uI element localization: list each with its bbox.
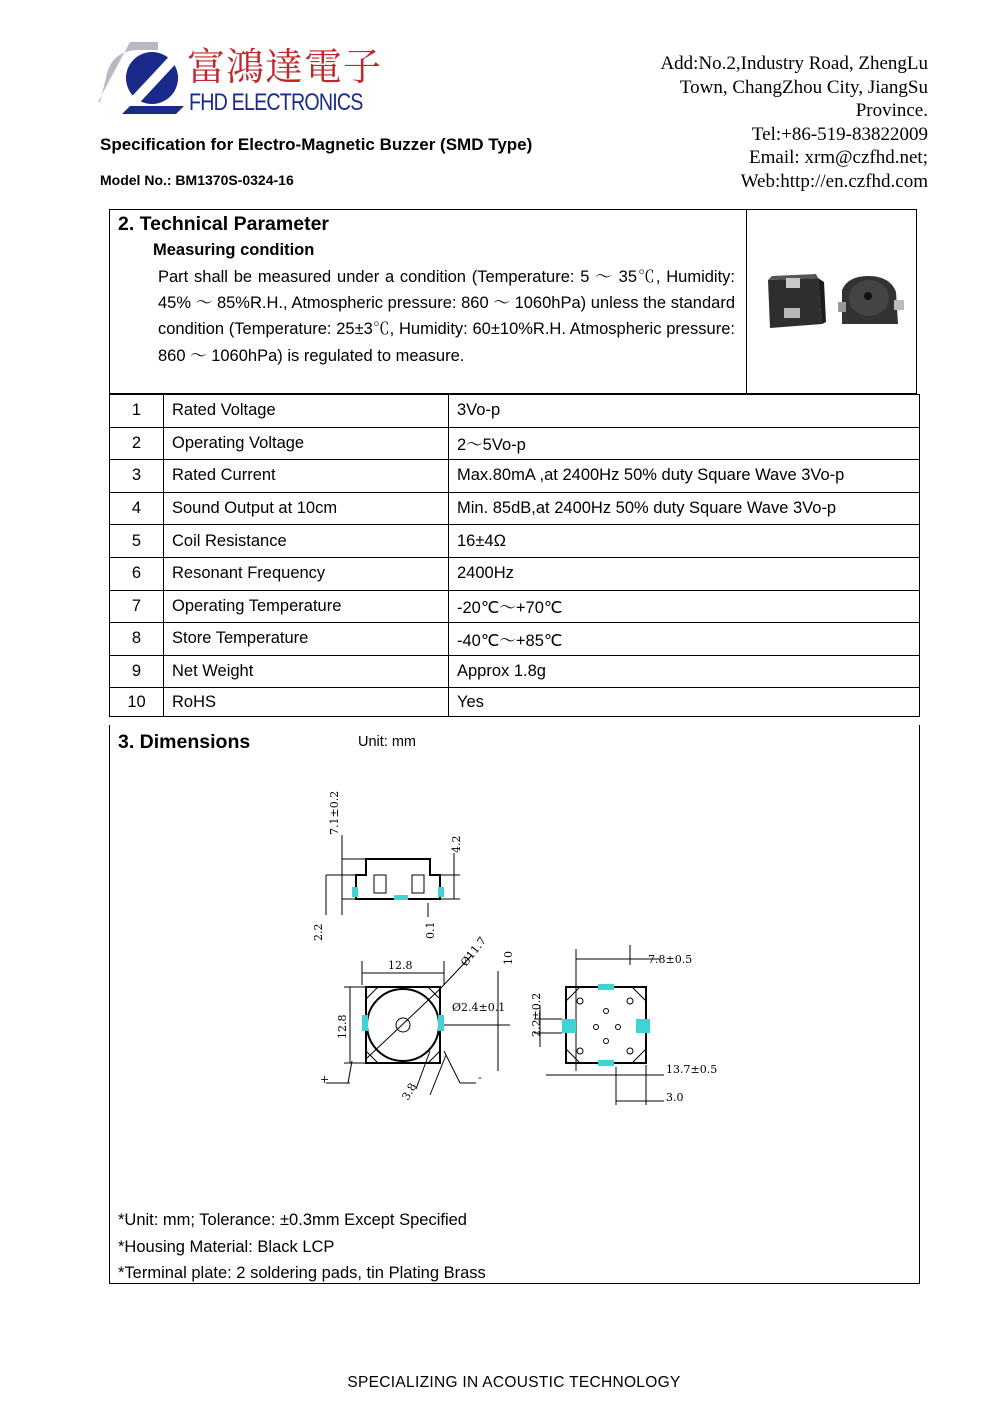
param-value: 16±4Ω	[449, 525, 920, 558]
parameter-table	[109, 394, 920, 717]
dim-height-left: 12.8	[336, 1014, 349, 1039]
param-no: 5	[110, 525, 164, 558]
dim-dia-hole: Ø2.4±0.1	[452, 1001, 506, 1014]
table-row	[110, 492, 920, 525]
side-view	[312, 791, 463, 941]
section-title: 2. Technical Parameter	[118, 213, 329, 235]
polarity-plus: +	[320, 1073, 330, 1086]
unit-label: Unit: mm	[358, 734, 416, 750]
param-name: RoHS	[164, 688, 449, 717]
section-title: 3. Dimensions	[118, 731, 251, 753]
logo-english-name: FHD ELECTRONICS	[189, 89, 363, 116]
param-value: Min. 85dB,at 2400Hz 50% duty Square Wave 3Vo-p	[449, 492, 920, 525]
bottom-view	[530, 945, 717, 1105]
dim-dia-outer: Ø11.7	[458, 934, 489, 969]
param-value: 3Vo-p	[449, 395, 920, 428]
top-view	[320, 934, 515, 1102]
tel-line: Tel:+86-519-83822009	[751, 123, 928, 145]
param-value: 2400Hz	[449, 557, 920, 590]
address-line: Add:No.2,Industry Road, ZhengLu	[660, 53, 928, 74]
web-line: Web:http://en.czfhd.com	[740, 170, 928, 192]
dim-r-pad: 2.2±0.2	[530, 992, 543, 1037]
param-value: Max.80mA ,at 2400Hz 50% duty Square Wave 3Vo-p	[449, 460, 920, 493]
table-row	[110, 655, 920, 688]
note-terminal: *Terminal plate: 2 soldering pads, tin Plating Brass	[118, 1264, 486, 1282]
dim-h10: 10	[502, 951, 515, 965]
param-value: 2～5Vo-p	[449, 427, 920, 460]
table-row	[110, 460, 920, 493]
dim-pad-width: 3.8	[399, 1080, 420, 1103]
param-name: Store Temperature	[164, 623, 449, 656]
param-no: 10	[110, 688, 164, 717]
dim-r-edge: 3.0	[666, 1091, 684, 1104]
param-no: 8	[110, 623, 164, 656]
logo-chinese-name: 富鴻達電子	[187, 45, 383, 89]
product-photo	[758, 266, 908, 336]
buzzer-top-photo	[838, 276, 904, 324]
param-name: Resonant Frequency	[164, 557, 449, 590]
param-name: Operating Temperature	[164, 590, 449, 623]
measuring-condition-text: Part shall be measured under a condition (Temperature: 5 ～ 35℃, Humidity: 45% ～ 85%R.H., Atmospheric pressure: 860 ～ 1060hPa) unless the standard condition (Temperature: 25±3℃, Humidity: 60±10%R.H. Atmospheric pressure: 860 ～ 1060hPa) is regulated to measure.	[158, 268, 735, 365]
dim-h-body: 4.2	[450, 835, 463, 853]
param-no: 6	[110, 557, 164, 590]
dim-width-top: 12.8	[388, 959, 413, 972]
polarity-minus: -	[478, 1071, 482, 1084]
table-row	[110, 590, 920, 623]
param-no: 2	[110, 427, 164, 460]
dim-r-width: 7.8±0.5	[648, 953, 693, 966]
table-row	[110, 688, 920, 717]
param-value: -20℃～+70℃	[449, 590, 920, 623]
table-row	[110, 427, 920, 460]
param-name: Coil Resistance	[164, 525, 449, 558]
section-divider	[746, 209, 747, 394]
param-name: Rated Current	[164, 460, 449, 493]
param-no: 3	[110, 460, 164, 493]
model-number: Model No.: BM1370S-0324-16	[100, 172, 294, 188]
dim-h-total: 7.1±0.2	[328, 790, 341, 835]
param-no: 1	[110, 395, 164, 428]
param-name: Operating Voltage	[164, 427, 449, 460]
page-footer: SPECIALIZING IN ACOUSTIC TECHNOLOGY	[347, 1374, 681, 1391]
table-row	[110, 525, 920, 558]
company-address	[608, 52, 928, 193]
param-no: 9	[110, 655, 164, 688]
dim-r-total: 13.7±0.5	[666, 1063, 718, 1076]
param-name: Net Weight	[164, 655, 449, 688]
param-value: -40℃～+85℃	[449, 623, 920, 656]
note-tolerance: *Unit: mm; Tolerance: ±0.3mm Except Specified	[118, 1211, 467, 1229]
dimension-drawing	[300, 775, 750, 1115]
measuring-condition-title: Measuring condition	[153, 241, 315, 259]
param-name: Sound Output at 10cm	[164, 492, 449, 525]
param-value: Yes	[449, 688, 920, 717]
email-line: Email: xrm@czfhd.net;	[749, 147, 928, 168]
dim-h-pad: 2.2	[312, 923, 325, 941]
param-no: 7	[110, 590, 164, 623]
spec-title: Specification for Electro-Magnetic Buzzer (SMD Type)	[100, 135, 533, 154]
dim-gap: 0.1	[424, 921, 437, 939]
table-row	[110, 557, 920, 590]
address-line: Town, ChangZhou City, JiangSu	[679, 76, 928, 98]
param-name: Rated Voltage	[164, 395, 449, 428]
address-line: Province.	[855, 100, 928, 121]
param-value: Approx 1.8g	[449, 655, 920, 688]
dimension-notes	[118, 1207, 486, 1287]
note-housing: *Housing Material: Black LCP	[118, 1237, 335, 1256]
buzzer-side-photo	[768, 274, 826, 328]
param-no: 4	[110, 492, 164, 525]
table-row	[110, 623, 920, 656]
table-row	[110, 395, 920, 428]
